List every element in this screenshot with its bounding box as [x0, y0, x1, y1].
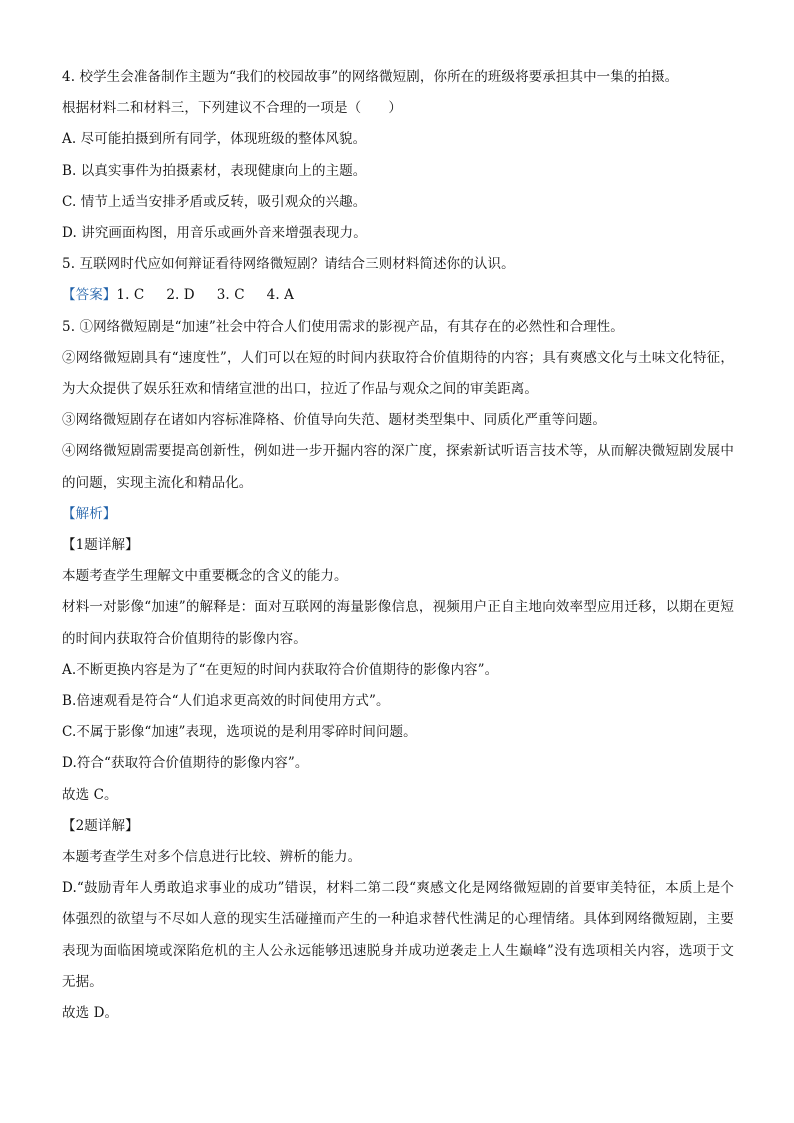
q5-answer-point-4: ④网络微短剧需要提高创新性，例如进一步开掘内容的深广度，探索新试听语言技术等，从而解决微短剧发展中的问题，实现主流化和精品化。: [62, 443, 734, 491]
answer-item-4: 4. A: [266, 287, 294, 304]
answer-item-2: 2. D: [166, 287, 195, 304]
detail1-conclusion: 故选 C。: [62, 786, 118, 803]
detail1-option-a: A.不断更换内容是为了“在更短的时间内获取符合价值期待的影像内容”。: [62, 661, 499, 678]
detail2-heading: 【2题详解】: [62, 817, 139, 834]
q4-stem-line1: 4. 校学生会准备制作主题为“我们的校园故事”的网络微短剧，你所在的班级将要承担其中一集的拍摄。: [62, 69, 679, 85]
q4-option-a: A. 尽可能拍摄到所有同学，体现班级的整体风貌。: [62, 131, 367, 148]
q5-answer-point-3: ③网络微短剧存在诸如内容标准降格、价值导向失范、题材类型集中、同质化严重等问题。: [62, 412, 606, 429]
detail1-paragraph: 材料一对影像“加速”的解释是：面对互联网的海量影像信息，视频用户正自主地向效率型应用迁移，以期在更短的时间内获取符合价值期待的影像内容。: [62, 599, 734, 647]
q5-answer-point-1: 5. ①网络微短剧是“加速”社会中符合人们使用需求的影视产品，有其存在的必然性和合理性。: [62, 318, 624, 335]
q5-answer-point-2: ②网络微短剧具有“速度性”，人们可以在短的时间内获取符合价值期待的内容；具有爽感文化与土味文化特征，为大众提供了娱乐狂欢和情绪宣泄的出口，拉近了作品与观众之间的审美距离。: [62, 349, 734, 398]
detail2-paragraph: D.“鼓励青年人勇敢追求事业的成功”错误，材料二第二段“爽感文化是网络微短剧的首要审美特征，本质上是个体强烈的欲望与不尽如人意的现实生活碰撞而产生的一种追求替代性满足的心理情绪。具体到网络微短剧，主要表现为面临困境或深陷危机的主人公永远能够迅速脱身并成功逆袭走上人生巅峰”没有选项相关内容，选项于文无据。: [62, 880, 734, 990]
detail1-intro: 本题考查学生理解文中重要概念的含义的能力。: [62, 568, 348, 585]
answer-line: [62, 280, 734, 311]
answer-item-1: 1. C: [116, 287, 145, 304]
detail2-conclusion: 故选 D。: [62, 1005, 119, 1022]
document-page: [62, 62, 734, 1029]
detail1-heading: 【1题详解】: [62, 537, 139, 554]
detail1-option-d: D.符合“获取符合价值期待的影像内容”。: [62, 755, 309, 772]
detail1-option-b: B.倍速观看是符合“人们追求更高效的时间使用方式”。: [62, 693, 390, 710]
analysis-label: 【解析】: [62, 505, 117, 522]
q4-option-b: B. 以真实事件为拍摄素材，表现健康向上的主题。: [62, 162, 367, 179]
q4-option-d: D. 讲究画面构图，用音乐或画外音来增强表现力。: [62, 225, 367, 242]
q5-stem: 5. 互联网时代应如何辩证看待网络微短剧？请结合三则材料简述你的认识。: [62, 256, 515, 273]
answer-item-3: 3. C: [216, 287, 245, 304]
answer-label: 【答案】: [62, 287, 117, 304]
detail1-option-c: C.不属于影像“加速”表现，选项说的是利用零碎时间问题。: [62, 724, 417, 741]
detail2-intro: 本题考查学生对多个信息进行比较、辨析的能力。: [62, 849, 362, 866]
q4-stem-line2: 根据材料二和材料三，下列建议不合理的一项是（ ）: [62, 100, 402, 117]
q4-option-c: C. 情节上适当安排矛盾或反转，吸引观众的兴趣。: [62, 193, 367, 210]
